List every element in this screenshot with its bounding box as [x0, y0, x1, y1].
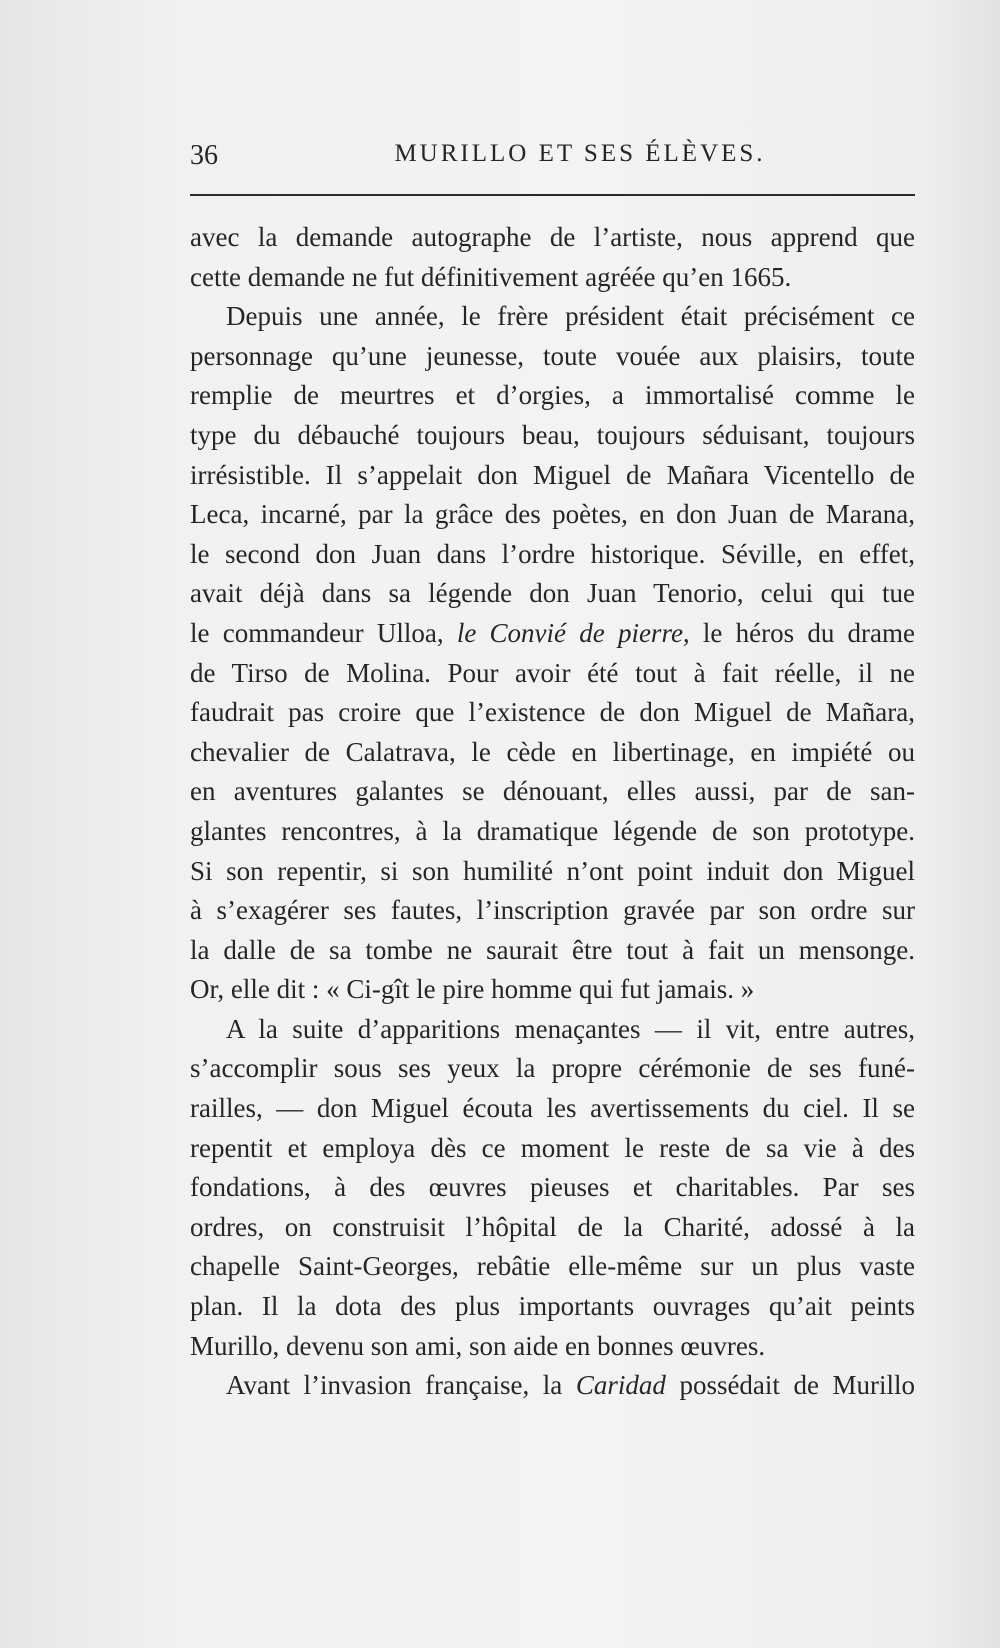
italic-title: le Convié de pierre,: [456, 617, 690, 648]
text-line: de Tirso de Molina. Pour avoir été tout à fait réelle, il ne: [190, 657, 915, 688]
running-title: MURILLO ET SES ÉLÈVES.: [394, 140, 766, 167]
text-line: irrésistible. Il s’appelait don Miguel de Mañara Vicentello de: [190, 459, 915, 490]
text-segment: possédait de Murillo: [679, 1370, 916, 1401]
text-line: repentit et employa dès ce moment le reste de sa vie à des: [190, 1132, 915, 1163]
text-line: glantes rencontres, à la dramatique légende de son prototype.: [190, 815, 915, 846]
text-line: chapelle Saint-Georges, rebâtie elle-même sur un plus vaste: [190, 1251, 915, 1282]
text-line: Leca, incarné, par la grâce des poètes, en don Juan de Marana,: [190, 499, 915, 530]
page-header: [190, 140, 915, 180]
text-line: type du débauché toujours beau, toujours séduisant, toujours: [190, 419, 915, 450]
text-line: chevalier de Calatrava, le cède en libertinage, en impiété ou: [190, 736, 915, 767]
text-line: fondations, à des œuvres pieuses et charitables. Par ses: [190, 1172, 915, 1203]
text-line: remplie de meurtres et d’orgies, a immortalisé comme le: [190, 380, 915, 411]
text-line: ordres, on construisit l’hôpital de la Charité, adossé à la: [190, 1211, 915, 1242]
text-line: Si son repentir, si son humilité n’ont point induit don Miguel: [190, 855, 915, 886]
text-line: à s’exagérer ses fautes, l’inscription gravée par son ordre sur: [190, 895, 915, 926]
text-line: Or, elle dit : « Ci-gît le pire homme qui fut jamais. »: [190, 974, 755, 1005]
text-line: cette demande ne fut définitivement agréée qu’en 1665.: [190, 261, 792, 292]
page-number: 36: [190, 140, 218, 171]
text-line: plan. Il la dota des plus importants ouvrages qu’ait peints: [190, 1291, 915, 1322]
text-line: Murillo, devenu son ami, son aide en bonnes œuvres.: [190, 1330, 766, 1361]
text-line: personnage qu’une jeunesse, toute vouée aux plaisirs, toute: [190, 340, 915, 371]
text-line-mixed: [190, 614, 915, 654]
text-line: Depuis une année, le frère président était précisément ce: [226, 301, 915, 332]
text-segment: le commandeur Ulloa,: [190, 617, 444, 648]
text-line-mixed: [190, 1366, 915, 1406]
text-line: avec la demande autographe de l’artiste, nous apprend que: [190, 222, 915, 252]
text-line: faudrait pas croire que l’existence de don Miguel de Mañara,: [190, 697, 915, 728]
text-line: la dalle de sa tombe ne saurait être tout à fait un mensonge.: [190, 934, 915, 965]
text-line: railles, — don Miguel écouta les avertissements du ciel. Il se: [190, 1093, 915, 1124]
body-text: [190, 218, 915, 1406]
text-line: s’accomplir sous ses yeux la propre cérémonie de ses funé-: [190, 1053, 915, 1084]
italic-name: Caridad: [575, 1370, 666, 1401]
text-line: avait déjà dans sa légende don Juan Tenorio, celui qui tue: [190, 578, 915, 609]
text-line: A la suite d’apparitions menaçantes — il vit, entre autres,: [226, 1013, 915, 1044]
text-segment: le héros du drame: [702, 617, 916, 648]
text-segment: Avant l’invasion française, la: [226, 1370, 563, 1401]
header-rule: [190, 194, 915, 196]
text-line: en aventures galantes se dénouant, elles aussi, par de san-: [190, 776, 915, 807]
text-line: le second don Juan dans l’ordre historique. Séville, en effet,: [190, 538, 915, 569]
